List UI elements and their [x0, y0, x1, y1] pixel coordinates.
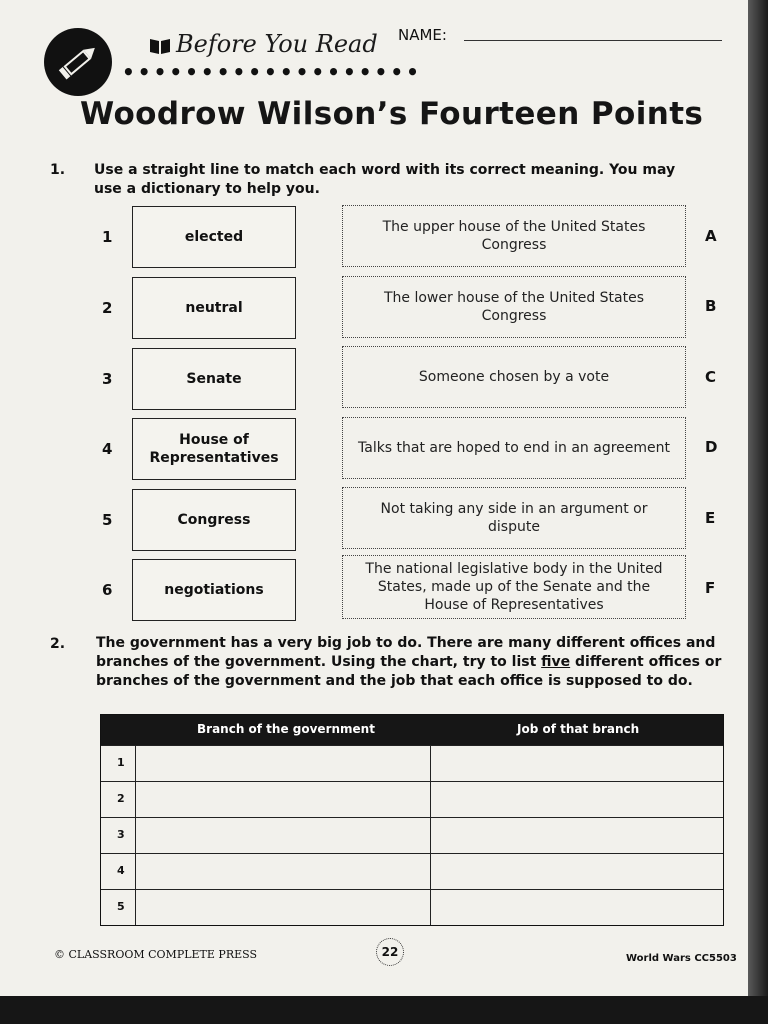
- question-1-text: Use a straight line to match each word with its correct meaning. You may use a dictionary to help you.: [94, 162, 676, 197]
- pencil-logo-icon: [44, 28, 112, 96]
- definition-box-a[interactable]: The upper house of the United States Congress: [342, 205, 686, 267]
- table-row[interactable]: [101, 889, 723, 925]
- row-number: 2: [117, 792, 125, 805]
- row-number: 5: [117, 900, 125, 913]
- definition-letter: E: [705, 509, 716, 527]
- book-icon: [148, 36, 172, 56]
- word-box-house[interactable]: House of Representatives: [132, 418, 296, 480]
- publisher-credit: © CLASSROOM COMPLETE PRESS: [54, 948, 258, 961]
- decorative-dots: •••••••••••••••••••: [122, 60, 422, 84]
- definition-letter: F: [705, 579, 716, 597]
- definition-box-f[interactable]: The national legislative body in the United States, made up of the Senate and the House of Representatives: [342, 555, 686, 619]
- table-row[interactable]: [101, 745, 723, 781]
- name-label: NAME:: [398, 26, 447, 44]
- column-divider: [135, 745, 136, 925]
- row-number: 3: [117, 828, 125, 841]
- row-number: 1: [117, 756, 125, 769]
- definition-box-e[interactable]: Not taking any side in an argument or dispute: [342, 487, 686, 549]
- word-box-senate[interactable]: Senate: [132, 348, 296, 410]
- word-number: 1: [102, 228, 113, 246]
- word-box-congress[interactable]: Congress: [132, 489, 296, 551]
- underlined-five: five: [541, 654, 571, 670]
- page-edge-shadow: [748, 0, 768, 1024]
- definition-box-b[interactable]: The lower house of the United States Congress: [342, 276, 686, 338]
- word-box-elected[interactable]: elected: [132, 206, 296, 268]
- page-number: 22: [376, 938, 404, 966]
- scan-bottom-edge: [0, 996, 768, 1024]
- definition-letter: C: [705, 368, 717, 386]
- definition-box-d[interactable]: Talks that are hoped to end in an agreement: [342, 417, 686, 479]
- word-number: 3: [102, 370, 113, 388]
- word-box-neutral[interactable]: neutral: [132, 277, 296, 339]
- definition-letter: D: [705, 438, 718, 456]
- column-divider: [430, 745, 431, 925]
- word-number: 4: [102, 440, 113, 458]
- table-row[interactable]: [101, 781, 723, 817]
- definition-box-c[interactable]: Someone chosen by a vote: [342, 346, 686, 408]
- product-code: World Wars CC5503: [626, 953, 737, 964]
- word-number: 6: [102, 581, 113, 599]
- branches-table: [100, 714, 724, 926]
- word-box-negotiations[interactable]: negotiations: [132, 559, 296, 621]
- name-field-line[interactable]: [464, 40, 722, 41]
- page-title: Woodrow Wilson’s Fourteen Points: [80, 96, 704, 132]
- table-row[interactable]: [101, 853, 723, 889]
- question-2-number: 2.: [50, 636, 66, 652]
- question-1-number: 1.: [50, 162, 66, 178]
- before-you-read-banner: Before You Read: [176, 30, 378, 58]
- table-row[interactable]: [101, 817, 723, 853]
- word-number: 2: [102, 299, 113, 317]
- question-2-text: The government has a very big job to do. There are many different offices and branches of the government. Using the chart, try to list five different offices or branches of the government and the job that each office is supposed to do.: [96, 635, 722, 689]
- column-header-branch: Branch of the government: [197, 722, 375, 736]
- definition-letter: A: [705, 227, 717, 245]
- row-number: 4: [117, 864, 125, 877]
- definition-letter: B: [705, 297, 717, 315]
- column-header-job: Job of that branch: [517, 722, 640, 736]
- table-header: [101, 715, 723, 745]
- word-number: 5: [102, 511, 113, 529]
